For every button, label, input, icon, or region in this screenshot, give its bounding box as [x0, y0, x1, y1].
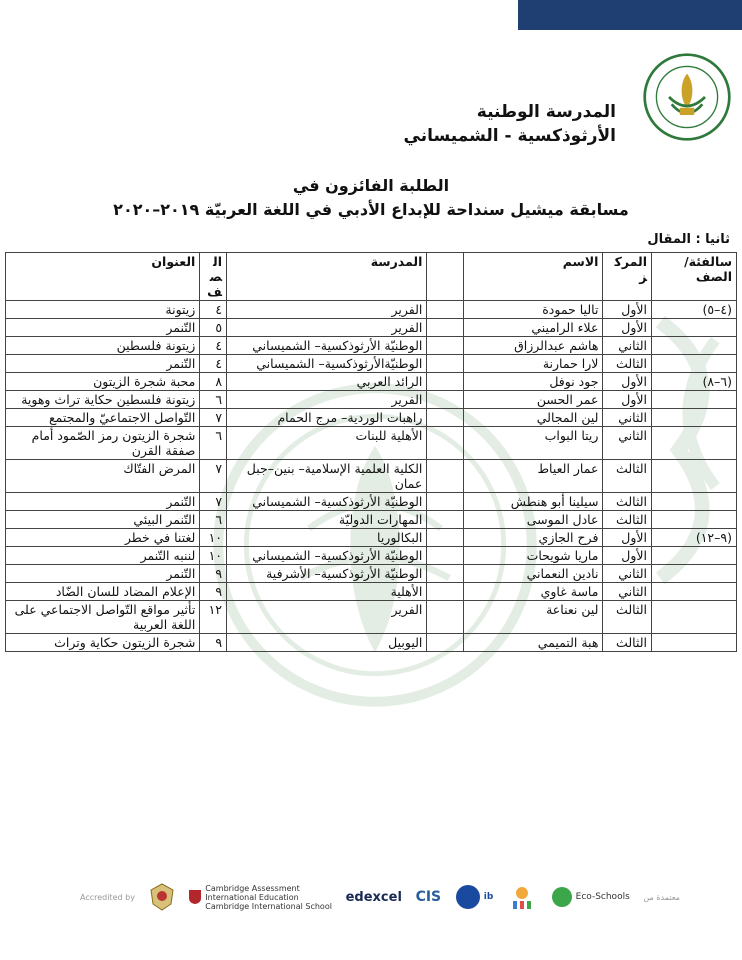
ib-label: ib — [483, 892, 494, 902]
ib-logo — [455, 884, 494, 910]
page-subtitle: مسابقة ميشيل سنداحة للإبداع الأدبي في اللغة العربيّة ٢٠١٩–٢٠٢٠ — [113, 200, 629, 219]
cell-spacer — [427, 355, 463, 373]
header-spacer — [427, 253, 463, 301]
cell-name: عادل الموسى — [463, 511, 603, 529]
cell-spacer — [427, 319, 463, 337]
cell-title: زيتونة — [6, 301, 200, 319]
table-row — [6, 460, 737, 493]
table-row — [6, 301, 737, 319]
cell-name: علاء الراميني — [463, 319, 603, 337]
cell-grade: ٩ — [200, 565, 227, 583]
cell-grade: ٤ — [200, 355, 227, 373]
school-name — [404, 100, 616, 148]
cell-school: الرائد العربي — [227, 373, 427, 391]
table-row — [6, 391, 737, 409]
cell-grade: ٦ — [200, 427, 227, 460]
cell-spacer — [427, 601, 463, 634]
cell-title: التّنمر — [6, 319, 200, 337]
cell-spacer — [427, 460, 463, 493]
edexcel-logo: edexcel — [345, 889, 402, 905]
header-category: سالفئة/الصف — [652, 253, 737, 301]
cell-spacer — [427, 301, 463, 319]
cambridge-line1: Cambridge Assessment — [205, 883, 300, 893]
cell-school: اليوبيل — [227, 634, 427, 652]
cell-name: فرح الجازي — [463, 529, 603, 547]
cell-spacer — [427, 565, 463, 583]
header-name: الاسم — [463, 253, 603, 301]
cell-spacer — [427, 337, 463, 355]
cell-category — [652, 355, 737, 373]
eco-schools-label: Eco-Schools — [575, 892, 630, 902]
table-row — [6, 547, 737, 565]
header-title: العنوان — [6, 253, 200, 301]
member-label: معتمدة من — [643, 892, 680, 902]
cell-rank: الأول — [603, 319, 652, 337]
header-rank: المركز — [603, 253, 652, 301]
cell-category — [652, 601, 737, 634]
cell-grade: ١٢ — [200, 601, 227, 634]
table-body — [6, 301, 737, 652]
cell-category — [652, 583, 737, 601]
cambridge-logo — [188, 884, 332, 911]
cell-rank: الثالث — [603, 355, 652, 373]
eco-schools-logo — [551, 886, 630, 908]
results-table — [5, 252, 737, 652]
header-school: المدرسة — [227, 253, 427, 301]
cell-spacer — [427, 529, 463, 547]
cell-category — [652, 547, 737, 565]
jordan-emblem-icon — [149, 882, 175, 912]
cell-category: (٩–١٢) — [652, 529, 737, 547]
cell-title: التّنمر — [6, 355, 200, 373]
ib-circle-icon — [455, 884, 481, 910]
cell-title: شجرة الزيتون حكاية وتراث — [6, 634, 200, 652]
cell-spacer — [427, 583, 463, 601]
cell-rank: الأول — [603, 391, 652, 409]
accreditation-footer — [80, 872, 680, 922]
cell-title: شجرة الزيتون رمز الصّمود أمام صفقة القرن — [6, 427, 200, 460]
cell-name: لين المجالي — [463, 409, 603, 427]
cell-name: ماسة غاوي — [463, 583, 603, 601]
cell-grade: ٩ — [200, 634, 227, 652]
cambridge-line3: Cambridge International School — [205, 901, 332, 911]
cell-rank: الثاني — [603, 409, 652, 427]
cell-rank: الأول — [603, 301, 652, 319]
cell-rank: الأول — [603, 547, 652, 565]
cell-rank: الثاني — [603, 427, 652, 460]
table-row — [6, 373, 737, 391]
table-row — [6, 319, 737, 337]
header-grade: الصف — [200, 253, 227, 301]
table-row — [6, 583, 737, 601]
top-accent-bar — [518, 0, 742, 30]
cell-rank: الثاني — [603, 583, 652, 601]
cell-name: تاليا حمودة — [463, 301, 603, 319]
table-row — [6, 529, 737, 547]
cell-name: هاشم عبدالرزاق — [463, 337, 603, 355]
table-row — [6, 337, 737, 355]
page-title: الطلبة الفائزون في — [292, 176, 450, 195]
cell-school: الوطنيّةالأرثوذكسية– الشميساني — [227, 355, 427, 373]
cell-school: المهارات الدوليّة — [227, 511, 427, 529]
cell-grade: ٦ — [200, 511, 227, 529]
school-name-line2: الأرثوذكسية - الشميساني — [403, 126, 616, 146]
cell-title: زيتونة فلسطين حكاية تراث وهوية — [6, 391, 200, 409]
cell-school: الفرير — [227, 391, 427, 409]
cell-title: التّنمر — [6, 565, 200, 583]
table-row — [6, 511, 737, 529]
cell-category — [652, 460, 737, 493]
cell-category — [652, 427, 737, 460]
cell-category — [652, 634, 737, 652]
cell-spacer — [427, 511, 463, 529]
school-logo-icon — [642, 52, 732, 142]
cell-title: لننبه التّنمر — [6, 547, 200, 565]
cell-category — [652, 511, 737, 529]
cell-school: الفرير — [227, 319, 427, 337]
section-label: ثانيا : المقال — [647, 232, 730, 247]
cell-category — [652, 493, 737, 511]
cell-spacer — [427, 547, 463, 565]
cell-spacer — [427, 427, 463, 460]
cell-name: ريتا البواب — [463, 427, 603, 460]
table-header-row — [6, 253, 737, 301]
cell-spacer — [427, 409, 463, 427]
cell-school: الفرير — [227, 301, 427, 319]
cell-title: زيتونة فلسطين — [6, 337, 200, 355]
cell-category — [652, 337, 737, 355]
sun-figures-icon — [507, 883, 537, 911]
cell-grade: ٤ — [200, 301, 227, 319]
cell-title: التّنمر البيئي — [6, 511, 200, 529]
cell-spacer — [427, 391, 463, 409]
cell-category: (٦–٨) — [652, 373, 737, 391]
cell-name: هبة التميمي — [463, 634, 603, 652]
globe-icon — [551, 886, 573, 908]
cell-grade: ١٠ — [200, 529, 227, 547]
cell-school: الوطنيّة الأرثوذكسية– الشميساني — [227, 547, 427, 565]
cell-name: سيلينا أبو هنطش — [463, 493, 603, 511]
table-row — [6, 427, 737, 460]
cell-school: الأهلية — [227, 583, 427, 601]
cell-spacer — [427, 634, 463, 652]
cell-spacer — [427, 373, 463, 391]
table-row — [6, 565, 737, 583]
cell-title: الإعلام المضاد للسان الضّاد — [6, 583, 200, 601]
cell-grade: ٧ — [200, 493, 227, 511]
cell-rank: الثاني — [603, 565, 652, 583]
cell-spacer — [427, 493, 463, 511]
cell-name: ماريا شويحات — [463, 547, 603, 565]
cell-category — [652, 391, 737, 409]
cell-school: البكالوريا — [227, 529, 427, 547]
cell-name: عمار العياط — [463, 460, 603, 493]
cell-title: تأثير مواقع التّواصل الاجتماعي على اللغة العربية — [6, 601, 200, 634]
cell-grade: ٧ — [200, 460, 227, 493]
cell-title: محبة شجرة الزيتون — [6, 373, 200, 391]
cell-grade: ٦ — [200, 391, 227, 409]
cell-rank: الثالث — [603, 493, 652, 511]
table-row — [6, 601, 737, 634]
cell-grade: ١٠ — [200, 547, 227, 565]
cell-school: الأهلية للبنات — [227, 427, 427, 460]
cell-category — [652, 319, 737, 337]
cell-rank: الأول — [603, 529, 652, 547]
cell-grade: ٩ — [200, 583, 227, 601]
cell-category: (٤–٥) — [652, 301, 737, 319]
cambridge-line2: International Education — [205, 892, 299, 902]
cell-school: الوطنيّة الأرثوذكسية– الأشرفية — [227, 565, 427, 583]
accredited-label: Accredited by — [80, 892, 135, 902]
cell-grade: ٥ — [200, 319, 227, 337]
cell-rank: الثالث — [603, 601, 652, 634]
cell-name: عمر الحسن — [463, 391, 603, 409]
cell-grade: ٧ — [200, 409, 227, 427]
cell-name: نادين النعماني — [463, 565, 603, 583]
table-row — [6, 634, 737, 652]
cell-rank: الثالث — [603, 634, 652, 652]
table-row — [6, 355, 737, 373]
table-row — [6, 409, 737, 427]
cell-rank: الثالث — [603, 511, 652, 529]
school-name-line1: المدرسة الوطنية — [476, 102, 616, 122]
cell-school: الوطنيّة الأرثوذكسية– الشميساني — [227, 337, 427, 355]
cell-title: التّنمر — [6, 493, 200, 511]
cell-grade: ٨ — [200, 373, 227, 391]
cell-name: لين نعناعة — [463, 601, 603, 634]
cell-name: جود نوفل — [463, 373, 603, 391]
cell-rank: الثالث — [603, 460, 652, 493]
cell-school: الكلية العلمية الإسلامية– بنين–جبل عمان — [227, 460, 427, 493]
cell-title: التّواصل الاجتماعيّ والمجتمع — [6, 409, 200, 427]
cell-rank: الأول — [603, 373, 652, 391]
cell-name: لارا حمارنة — [463, 355, 603, 373]
cell-school: الفرير — [227, 601, 427, 634]
cambridge-shield-icon — [188, 889, 202, 905]
table-row — [6, 493, 737, 511]
cell-grade: ٤ — [200, 337, 227, 355]
cell-title: لغتنا في خطر — [6, 529, 200, 547]
cell-rank: الثاني — [603, 337, 652, 355]
cis-logo: CIS — [415, 889, 442, 905]
cell-school: راهبات الوردية– مرج الحمام — [227, 409, 427, 427]
cell-school: الوطنيّة الأرثوذكسية– الشميساني — [227, 493, 427, 511]
cell-category — [652, 565, 737, 583]
cell-category — [652, 409, 737, 427]
cell-title: المرض الفتّاك — [6, 460, 200, 493]
